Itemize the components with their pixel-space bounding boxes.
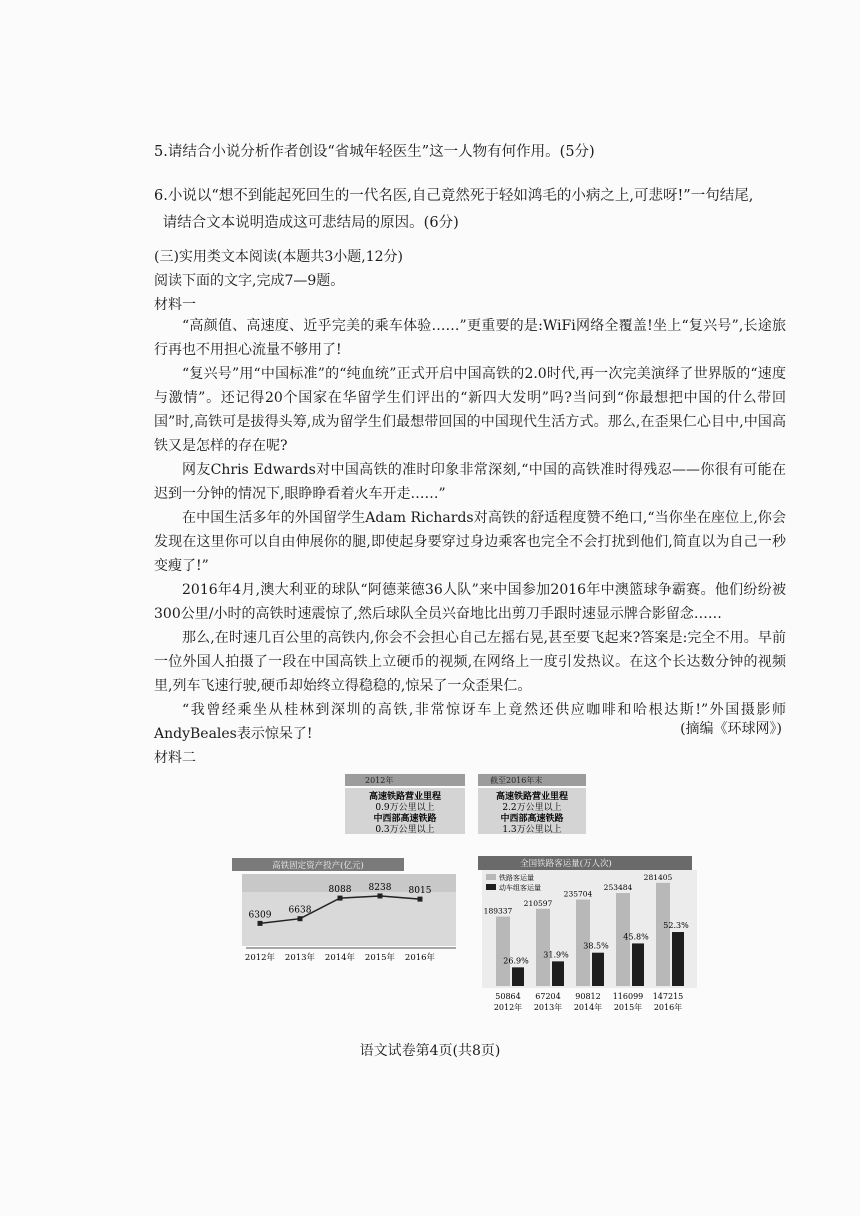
investment-point xyxy=(418,897,423,902)
infobox-2016-line3: 中西部高速铁路 xyxy=(500,814,564,824)
section-title: (三)实用类文本阅读(本题共3小题,12分) xyxy=(154,249,404,265)
article-paragraph: 网友Chris Edwards对中国高铁的准时印象非常深刻,“中国的高铁准时得残忍——你很有可能在迟到一分钟的情况下,眼睁睁看着火车开走……” xyxy=(154,462,786,502)
question-6 xyxy=(154,183,794,237)
line-chart-title: 高铁固定资产投产(亿元) xyxy=(272,861,364,871)
emu-value-label: 50864 xyxy=(495,992,521,1001)
legend-label-rail: 铁路客运量 xyxy=(499,874,534,882)
rail-value-label: 210597 xyxy=(523,898,553,908)
article-source: (摘编《环球网》) xyxy=(680,721,782,737)
emu-value-label: 67204 xyxy=(535,992,561,1001)
infobox-2012-line2: 0.9万公里以上 xyxy=(375,803,435,813)
emu-bar xyxy=(632,943,644,986)
infobox-2012 xyxy=(345,774,465,835)
emu-value-label: 116099 xyxy=(612,992,644,1001)
investment-year-label: 2015年 xyxy=(364,953,396,963)
bar-chart-title: 全国铁路客运量(万人次) xyxy=(520,859,612,869)
question-6-line2: 请结合文本说明造成这可悲结局的原因。(6分) xyxy=(162,215,459,231)
rail-value-label: 235704 xyxy=(563,889,593,899)
investment-value-label: 8015 xyxy=(408,886,432,897)
investment-point xyxy=(338,896,343,901)
infobox-2012-line4: 0.3万公里以上 xyxy=(375,825,435,835)
article-paragraph: 在中国生活多年的外国留学生Adam Richards对高铁的舒适程度赞不绝口,“当你坐在座位上,你会发现在这里你可以自由伸展你的腿,即使起身要穿过身边乘客也完全不会打扰到他们,简直以为自己一秒变瘦了!” xyxy=(154,510,786,574)
infobox-2016-line4: 1.3万公里以上 xyxy=(502,825,562,835)
investment-value-label: 6638 xyxy=(288,905,312,916)
rail-bar xyxy=(496,917,510,986)
page-footer: 语文试卷第4页(共8页) xyxy=(359,1043,501,1059)
emu-bar xyxy=(672,932,684,986)
bar-year-label: 2014年 xyxy=(573,1003,603,1012)
bar-year-label: 2012年 xyxy=(493,1003,523,1012)
legend-label-emu: 动车组客运量 xyxy=(499,884,541,892)
emu-value-label: 90812 xyxy=(575,992,601,1001)
emu-percent-label: 38.5% xyxy=(583,941,609,951)
rail-value-label: 253484 xyxy=(603,883,633,893)
emu-percent-label: 26.9% xyxy=(503,956,529,966)
article-paragraph: 那么,在时速几百公里的高铁内,你会不会担心自己左摇右晃,甚至要飞起来?答案是:完全不用。早前一位外国人拍摄了一段在中国高铁上立硬币的视频,在网络上一度引发热议。在这个长达数分钟的视频里,列车飞速行驶,硬币却始终立得稳稳的,惊呆了一众歪果仁。 xyxy=(154,630,786,694)
emu-percent-label: 45.8% xyxy=(623,932,649,942)
infographic xyxy=(220,770,710,1020)
emu-bar xyxy=(512,967,524,986)
article-body xyxy=(154,314,786,746)
bar-year-label: 2016年 xyxy=(653,1003,683,1012)
infobox-2016-line1: 高速铁路营业里程 xyxy=(495,792,569,802)
emu-bar xyxy=(592,953,604,986)
infobox-2016 xyxy=(478,774,586,835)
article-paragraph: 2016年4月,澳大利亚的球队“阿德莱德36人队”来中国参加2016年中澳篮球争霸赛。他们纷纷被300公里/小时的高铁时速震惊了,然后球队全员兴奋地比出剪刀手跟时速显示牌合影留念…… xyxy=(154,582,786,622)
investment-value-label: 8088 xyxy=(328,885,352,896)
infobox-2016-year: 截至2016年末 xyxy=(490,776,543,785)
rail-bar xyxy=(536,909,550,986)
ridership-bar-chart xyxy=(478,856,697,1012)
question-6-line1: 6.小说以“想不到能起死回生的一代名医,自己竟然死于轻如鸿毛的小病之上,可悲呀!”一句结尾, xyxy=(154,188,754,204)
material1-label: 材料一 xyxy=(154,297,196,313)
rail-bar xyxy=(656,883,670,986)
rail-value-label: 281405 xyxy=(643,872,673,882)
emu-bar xyxy=(552,961,564,986)
infobox-2016-line2: 2.2万公里以上 xyxy=(502,803,562,813)
bar-year-label: 2013年 xyxy=(533,1003,563,1012)
article-paragraph: “高颜值、高速度、近乎完美的乘车体验……”更重要的是:WiFi网络全覆盖!坐上“复兴号”,长途旅行再也不用担心流量不够用了! xyxy=(154,318,786,358)
bar-year-label: 2015年 xyxy=(613,1003,643,1012)
infobox-2012-line3: 中西部高速铁路 xyxy=(373,814,437,824)
rail-value-label: 189337 xyxy=(483,906,513,916)
investment-year-label: 2013年 xyxy=(284,953,316,963)
article-paragraph: “我曾经乘坐从桂林到深圳的高铁,非常惊讶车上竟然还供应咖啡和哈根达斯!”外国摄影师AndyBeales表示惊呆了! xyxy=(154,702,786,742)
investment-point xyxy=(258,921,263,926)
article-paragraph: “复兴号”用“中国标准”的“纯血统”正式开启中国高铁的2.0时代,再一次完美演绎了世界版的“速度与激情”。还记得20个国家在华留学生们评出的“新四大发明”吗?当问到“你最想把中国的什么带回国”时,高铁可是拔得头筹,成为留学生们最想带回国的中国现代生活方式。那么,在歪果仁心目中,中国高铁又是怎样的存在呢? xyxy=(154,366,786,454)
investment-year-label: 2012年 xyxy=(244,953,276,963)
infobox-2012-year: 2012年 xyxy=(365,776,394,785)
investment-point xyxy=(298,916,303,921)
material2-label: 材料二 xyxy=(154,750,196,766)
investment-line-chart xyxy=(232,858,456,963)
investment-value-label: 8238 xyxy=(368,882,392,893)
legend-swatch-rail xyxy=(486,874,496,880)
emu-value-label: 147215 xyxy=(652,992,684,1001)
emu-percent-label: 52.3% xyxy=(663,921,689,931)
investment-point xyxy=(378,893,383,898)
question-5: 5.请结合小说分析作者创设“省城年轻医生”这一人物有何作用。(5分) xyxy=(154,144,595,160)
investment-year-label: 2014年 xyxy=(324,953,356,963)
section-instruction: 阅读下面的文字,完成7—9题。 xyxy=(154,273,345,289)
investment-value-label: 6309 xyxy=(248,910,272,921)
investment-year-label: 2016年 xyxy=(404,953,436,963)
emu-percent-label: 31.9% xyxy=(543,950,569,960)
infobox-2012-line1: 高速铁路营业里程 xyxy=(368,792,442,802)
legend-swatch-emu xyxy=(486,884,496,890)
